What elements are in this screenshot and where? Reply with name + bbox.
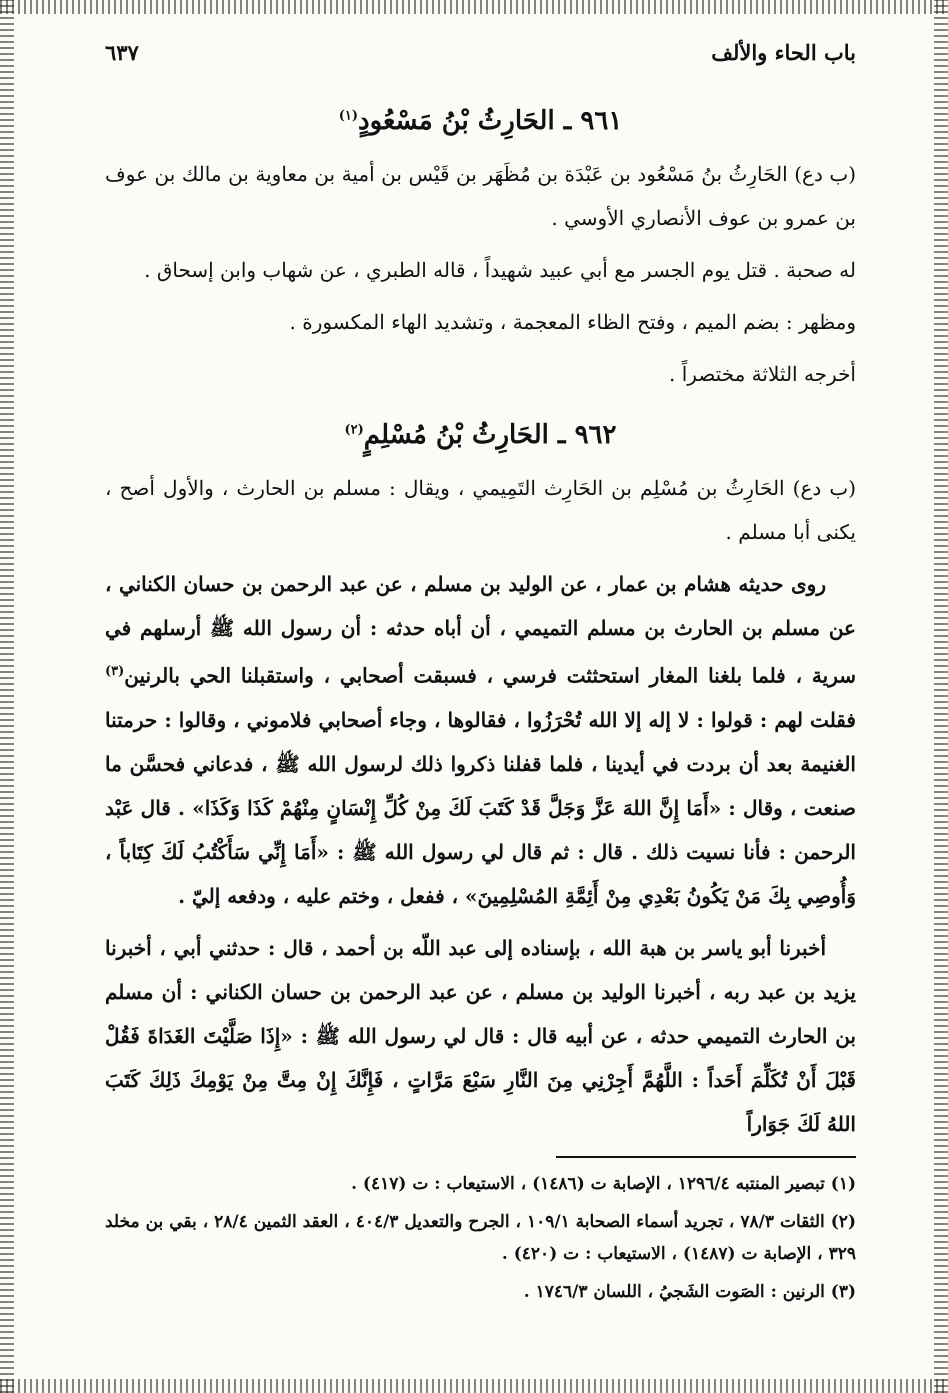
entry-962-title: [105, 420, 856, 450]
entry-961-paragraph-1: (ب دع) الحَارِثُ بنُ مَسْعُود بن عَبْدَة بن مُظَهَر بن قَيْس بن أمية بن معاوية بن مالك بن عوف بن عمرو بن عوف الأنصاري الأوسي .: [105, 162, 856, 230]
footnote-ref-2[interactable]: (٢): [344, 422, 364, 438]
footnote-ref-3[interactable]: (٣): [105, 664, 125, 679]
decorative-border-right: [934, 0, 948, 1393]
footnotes: [105, 1168, 856, 1308]
entry-962-paragraph-3: أخبرنا أبو ياسر بن هبة الله ، بإسناده إلى عبد اللّه بن أحمد ، قال : حدثني أبي ، أخبرنا يزيد بن عبد ربه ، أخبرنا الوليد بن مسلم ، عن عبد الرحمن بن حسان الكناني : أن مسلم بن الحارث التميمي حدثه ، عن أبيه قال : قال لي رسول الله ﷺ : «إِذَا صَلَّيْتَ الغَدَاةَ فَقُلْ قَبْلَ أَنْ تُكَلِّمَ أَحَداً : اللَّهُمَّ أَجِرْنِي مِنَ النَّارِ سَبْعَ مَرَّاتٍ ، فَإِنَّكَ إِنْ مِتَّ مِنْ يَوْمِكَ ذَلِكَ كَتَبَ اللهُ لَكَ جَوَاراً: [105, 935, 856, 1136]
entry-961-title: [105, 106, 856, 136]
footnote-1: (١) تبصير المنتبه ١٢٩٦/٤ ، الإصابة ت (١٤٨٦) ، الاستيعاب : ت (٤١٧) .: [351, 1173, 856, 1194]
entry-962-paragraph-2: [105, 562, 856, 918]
entry-961-paragraph-4: أخرجه الثلاثة مختصراً .: [669, 362, 856, 386]
running-header: [105, 40, 856, 82]
decorative-border-left: [0, 0, 14, 1393]
chapter-title: باب الحاء والألف: [711, 40, 856, 65]
footnote-2: (٢) الثقات ٧٨/٣ ، تجريد أسماء الصحابة ١٠٩/١ ، الجرح والتعديل ٤٠٤/٣ ، العقد الثمين ٢٨/٤ ، بقي بن مخلد ٣٢٩ ، الإصابة ت (١٤٨٧) ، الاستيعاب : ت (٤٢٠) .: [105, 1211, 856, 1264]
entry-962-paragraph-2-part-b: فقلت لهم : قولوا : لا إله إلا الله تُحْرَزُوا ، فقالوها ، وجاء أصحابي فلاموني ، وقالوا : حرمتنا الغنيمة بعد أن بردت في أيدينا ، فلما قفلنا ذكروا ذلك لرسول الله ﷺ ، فدعاني فحسَّن ما صنعت ، وقال : «أَمَا إِنَّ اللهَ عَزَّ وَجَلَّ قَدْ كَتَبَ لَكَ مِنْ كُلِّ إِنْسَانٍ مِنْهُمْ كَذَا وَكَذَا» . قال عَبْد الرحمن : فأنا نسيت ذلك . قال : ثم قال لي رسول الله ﷺ : «أَمَا إِنِّي سَأَكْتُبُ لَكَ كِتَاباً ، وَأُوصِي بِكَ مَنْ يَكُونُ بَعْدِي مِنْ أَئِمَّةِ المُسْلِمِينَ» ، ففعل ، وختم عليه ، ودفعه إليّ .: [105, 707, 856, 908]
footnote-ref-1[interactable]: (١): [338, 108, 358, 124]
page: [105, 40, 856, 1353]
entry-961-title-text: ٩٦١ ـ الحَارِثُ بْنُ مَسْعُودٍ: [357, 106, 623, 136]
footnote-divider: [556, 1156, 856, 1158]
entry-962-title-text: ٩٦٢ ـ الحَارِثُ بْنُ مُسْلِمٍ: [363, 420, 617, 450]
decorative-border-top: [0, 0, 948, 14]
entry-961-paragraph-2: له صحبة . قتل يوم الجسر مع أبي عبيد شهيداً ، قاله الطبري ، عن شهاب وابن إسحاق .: [144, 258, 856, 282]
entry-961-paragraph-3: ومظهر : بضم الميم ، وفتح الظاء المعجمة ، وتشديد الهاء المكسورة .: [289, 310, 856, 334]
entry-962-paragraph-2-part-a: روى حديثه هشام بن عمار ، عن الوليد بن مسلم ، عن عبد الرحمن بن حسان الكناني ، عن مسلم بن الحارث بن مسلم التميمي ، أن أباه حدثه : أن رسول الله ﷺ أرسلهم في سرية ، فلما بلغنا المغار استحثثت فرسي ، فسبقت أصحابي ، واستقبلنا الحي بالرنين: [105, 572, 856, 688]
page-number: ٦٣٧: [105, 40, 139, 65]
entry-962-paragraph-1: (ب دع) الحَارِثُ بن مُسْلِم بن الحَارِث التَمِيمي ، ويقال : مسلم بن الحارث ، والأول أصح ، يكنى أبا مسلم .: [105, 476, 856, 544]
decorative-border-bottom: [0, 1379, 948, 1393]
footnote-3: (٣) الرنين : الصَوت الشَجيُ ، اللسان ١٧٤٦/٣ .: [523, 1281, 856, 1302]
